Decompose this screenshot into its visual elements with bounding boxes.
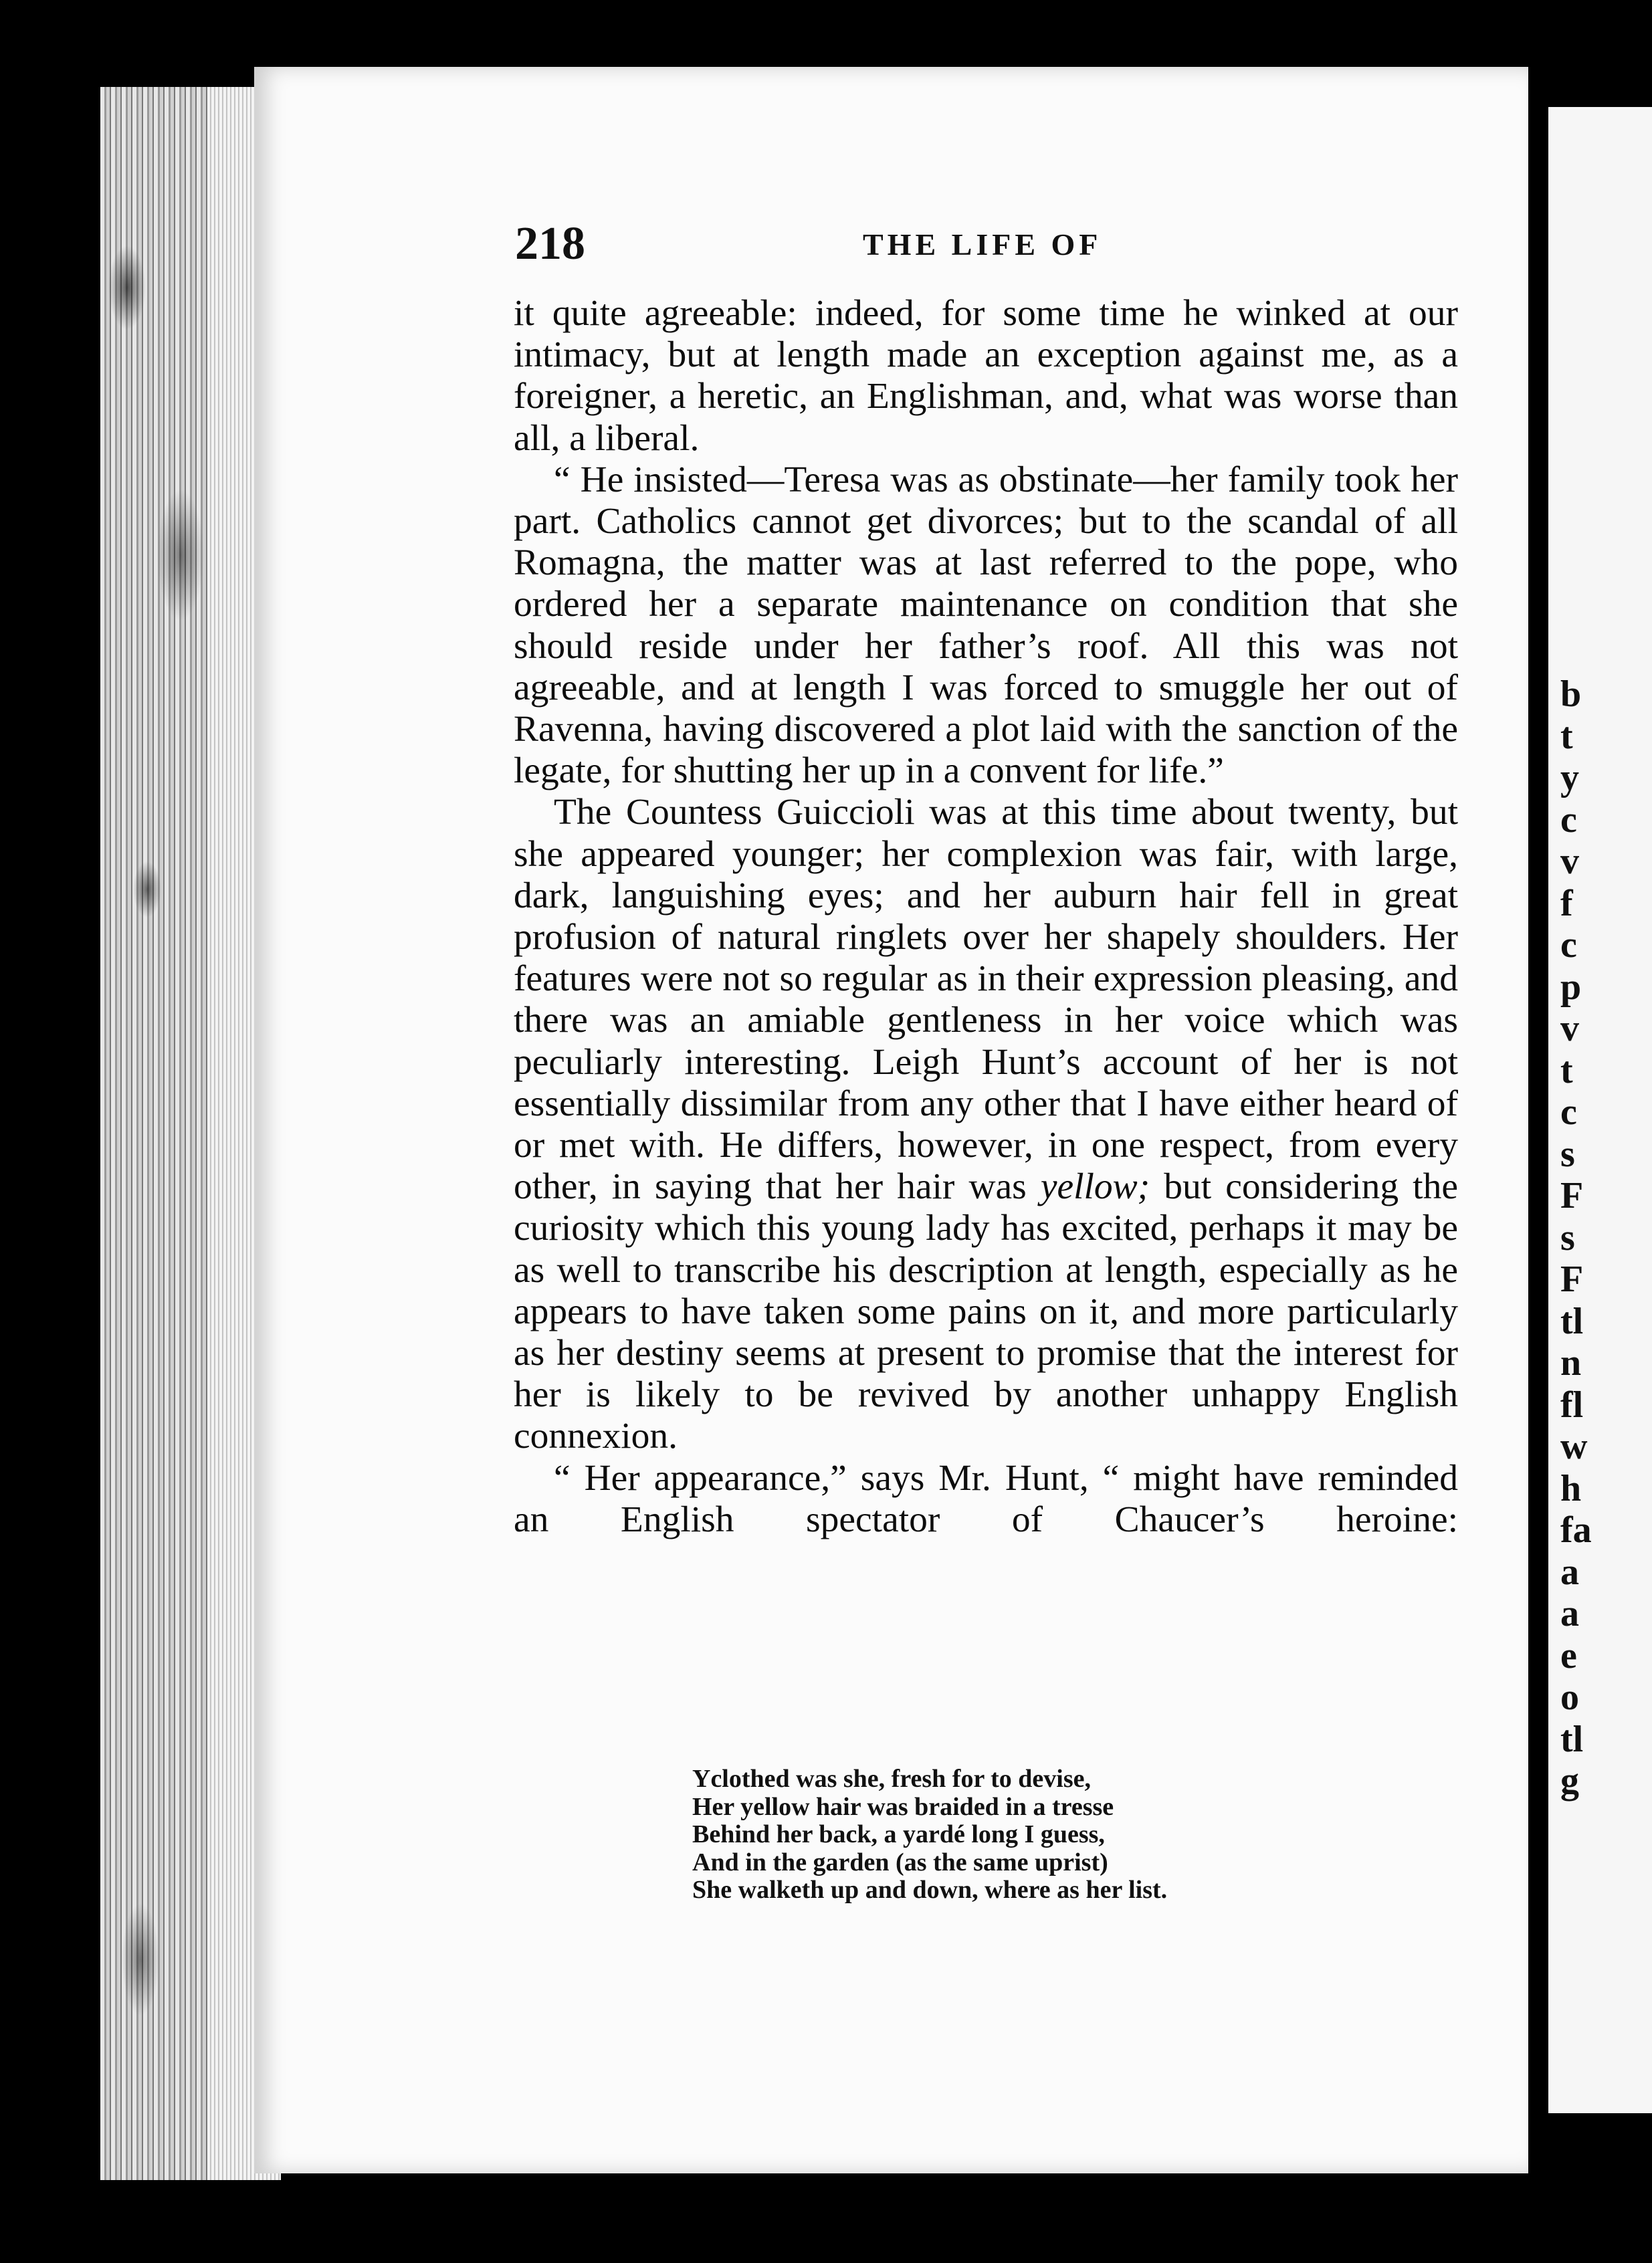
paragraph: “ Her appearance,” says Mr. Hunt, “ might have reminded an English spectator of Chaucer’s heroine:	[514, 1457, 1458, 1540]
facing-page-fragment: F	[1560, 1259, 1584, 1300]
running-head: THE LIFE OF	[863, 227, 1102, 261]
facing-page-fragment: w	[1560, 1426, 1588, 1467]
facing-page-fragment: fa	[1560, 1509, 1592, 1551]
facing-page-fragment: t	[1560, 1049, 1573, 1091]
facing-page-fragment: F	[1560, 1175, 1584, 1216]
verse-line: She walketh up and down, where as her list.	[692, 1876, 1168, 1904]
body-text	[514, 293, 1458, 1541]
facing-page-fragment: g	[1560, 1760, 1579, 1802]
facing-page-fragment: v	[1560, 1008, 1579, 1049]
facing-page-fragment: a	[1560, 1551, 1579, 1593]
facing-page-fragment: n	[1560, 1342, 1582, 1384]
facing-page-fragment: t	[1560, 715, 1573, 757]
facing-page-fragment: c	[1560, 924, 1577, 966]
facing-page-fragment: s	[1560, 1216, 1575, 1259]
facing-page-fragment: fl	[1560, 1384, 1584, 1426]
facing-page-fragment: y	[1560, 757, 1579, 798]
facing-page-fragment: o	[1560, 1677, 1579, 1718]
facing-page-fragment: e	[1560, 1634, 1577, 1677]
facing-page-fragment: s	[1560, 1133, 1575, 1175]
paragraph-text: The Countess Guiccioli was at this time about twenty, but she appeared younger; her complexion was fair, with large, dark, languishing eyes; and her auburn hair fell in great profusion of natural ringlets over her shapely shoulders. Her features were not so regular as in their expression pleasing, and there was an amiable gentleness in her voice which was peculiarly interesting. Leigh Hunt’s account of her is not essentially dissimilar from any other that I have either heard of or met with. He differs, however, in one respect, from every other, in saying that her hair was	[514, 792, 1458, 1208]
facing-page-fragment: a	[1560, 1593, 1579, 1634]
verse-line: Behind her back, a yardé long I guess,	[692, 1820, 1105, 1848]
paragraph-text: but considering the curiosity which this young lady has excited, perhaps it may be as well to transcribe his description at length, especially as he appears to have taken some pains on it, and more particularly as her destiny seems at present to promise that the interest for her is likely to be revived by another unhappy English connexion.	[514, 1166, 1458, 1457]
facing-page-fragment: h	[1560, 1467, 1582, 1509]
facing-page-fragment: c	[1560, 1091, 1577, 1133]
page-number: 218	[515, 218, 585, 270]
facing-page-sliver	[1548, 107, 1652, 2113]
facing-page-fragment: f	[1560, 882, 1573, 924]
paragraph	[514, 792, 1458, 1457]
facing-page-fragment: v	[1560, 841, 1579, 882]
facing-page-fragment: c	[1560, 798, 1577, 841]
verse-line: Her yellow hair was braided in a tresse	[692, 1792, 1114, 1821]
facing-page-fragment: b	[1560, 673, 1582, 715]
verse-quotation	[692, 1765, 1294, 1905]
page-header	[515, 217, 1451, 271]
verse-line: Yclothed was she, fresh for to devise,	[692, 1765, 1091, 1793]
paragraph: “ He insisted—Teresa was as obstinate—her family took her part. Catholics cannot get divorces; but to the scandal of all Romagna, the matter was at last referred to the pope, who ordered her a separate maintenance on condition that she should reside under her father’s roof. All this was not agreeable, and at length I was forced to smuggle her out of Ravenna, having discovered a plot laid with the sanction of the legate, for shutting her up in a convent for life.”	[514, 459, 1458, 792]
italic-word: yellow;	[1040, 1166, 1150, 1208]
facing-page-fragment: tl	[1560, 1300, 1584, 1342]
verse-line: And in the garden (as the same uprist)	[692, 1848, 1108, 1876]
paragraph: it quite agreeable: indeed, for some time he winked at our intimacy, but at length made an exception against me, as a foreigner, a heretic, an Englishman, and, what was worse than all, a liberal.	[514, 293, 1458, 459]
facing-page-fragment: tl	[1560, 1718, 1584, 1760]
facing-page-fragment: p	[1560, 966, 1582, 1008]
